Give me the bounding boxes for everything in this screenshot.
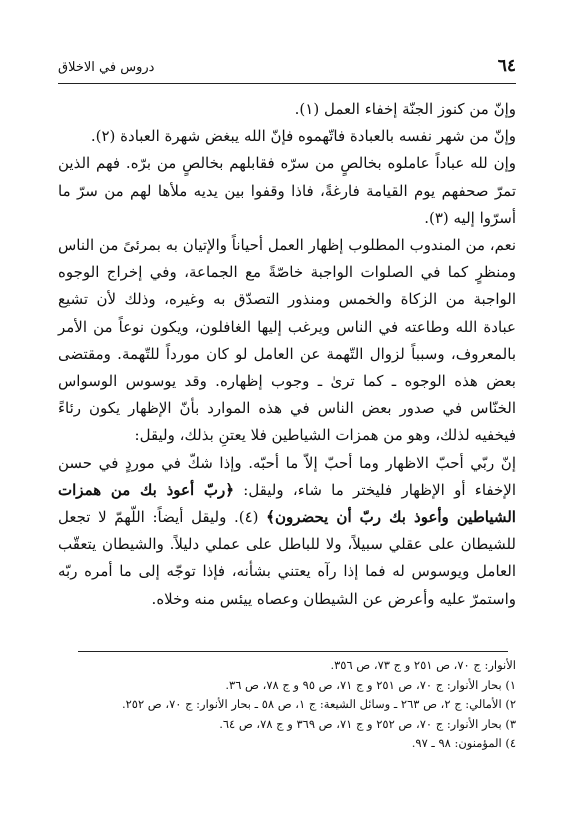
paragraph: وإنّ من شهر نفسه بالعبادة فاتّهموه فإنّ الله يبغض شهرة العبادة (٢). (90, 127, 516, 146)
paragraph: وإنّ من كنوز الجنّة إخفاء العمل (١). (294, 100, 516, 118)
page-number: ٦٤ (497, 56, 516, 76)
paragraph: نعم، من المندوب المطلوب إظهار العمل أحياناً والإتيان به بمرئىً من الناس ومنظرٍ كما في الصلوات الواجبة خاصّةً مع الجماعة، وفي إخراج الوجوه الواجبة من الزكاة والخمس ومنذور التصدّق به وغيره، وذلك لأن تشيع عبادة الله وطاعته في الناس ويرغب إليها الغافلون، ويكون نوعاً من الأمر بالمعروف، وسبباً لزوال التّهمة عن العامل لو كان مورداً للتّهمة. ومقتضى بعض هذه الوجوه ـ كما ترىٰ ـ وجوب إظهاره. وقد يوسوس الوسواس الخنّاس في صدور بعض الناس في هذه الموارد بأنّ الإظهار يكون رئاءً فيخفيه لذلك، وهو من همزات الشياطين فلا يعتنِ بذلك، وليقل: (58, 236, 516, 445)
paragraph: وإن لله عباداً عاملوه بخالصٍ من سرّه فقابلهم بخالصٍ من برّه. فهم الذين تمرّ صحفهم يوم القيامة فارغةً، فاذا وقفوا بين يديه ملأها لهم من سرّ ما أسرّوا إليه (٣). (58, 154, 516, 227)
main-text (58, 96, 516, 613)
footnote: ١) بحار الأنوار: ج ٧٠، ص ٢٥١ و ج ٧١، ص ٩٥ و ج ٧٨، ص ٣٦. (225, 677, 516, 692)
footnote-carryover: الأنوار: ج ٧٠، ص ٢٥١ و ج ٧٣، ص ٣٥٦. (330, 658, 516, 672)
quoted-saying: إنّ ربّي أحبّ الاظهار وما أحبّ إلاّ ما أحبّه. وإذا شكّ في موردٍ في حسن الإخفاء أو الإظهار فليختر ما شاء، وليقل: (58, 453, 516, 499)
footnotes (58, 656, 516, 754)
quran-verse: ﴿ربّ أعوذ بك من همزات الشياطين وأعوذ بك ربّ أن يحضرون﴾ (58, 480, 516, 527)
header-divider (58, 83, 516, 84)
footnote: ٣) بحار الأنوار: ج ٧٠، ص ٢٥٢ و ج ٧١، ص ٣٦٩ و ج ٧٨، ص ٦٤. (219, 716, 516, 731)
paragraph (58, 450, 516, 613)
page-header (58, 56, 516, 80)
footnote-divider (78, 651, 508, 652)
footnote: ٢) الأمالي: ج ٢، ص ٢٦٣ ـ وسائل الشيعة: ج ١، ص ٥٨ ـ بحار الأنوار: ج ٧٠، ص ٢٥٢. (121, 697, 516, 711)
paragraph-continuation: (٤). وليقل أيضاً: اللّهمّ لا تجعل للشيطان على عقلي سبيلاً، ولا للباطل على عملي دليلاً. والشيطان يتعقّب العامل ويوسوس له فما إذا رآه يعتني بشأنه، فإذا توجّه إلى ما أمره ربّه واستمرّ عليه وأعرض عن الشيطان وعصاه ييئس منه وخلاه. (58, 508, 516, 608)
running-title: دروس في الاخلاق (58, 60, 155, 75)
footnote: ٤) المؤمنون: ٩٨ ـ ٩٧. (411, 736, 516, 750)
